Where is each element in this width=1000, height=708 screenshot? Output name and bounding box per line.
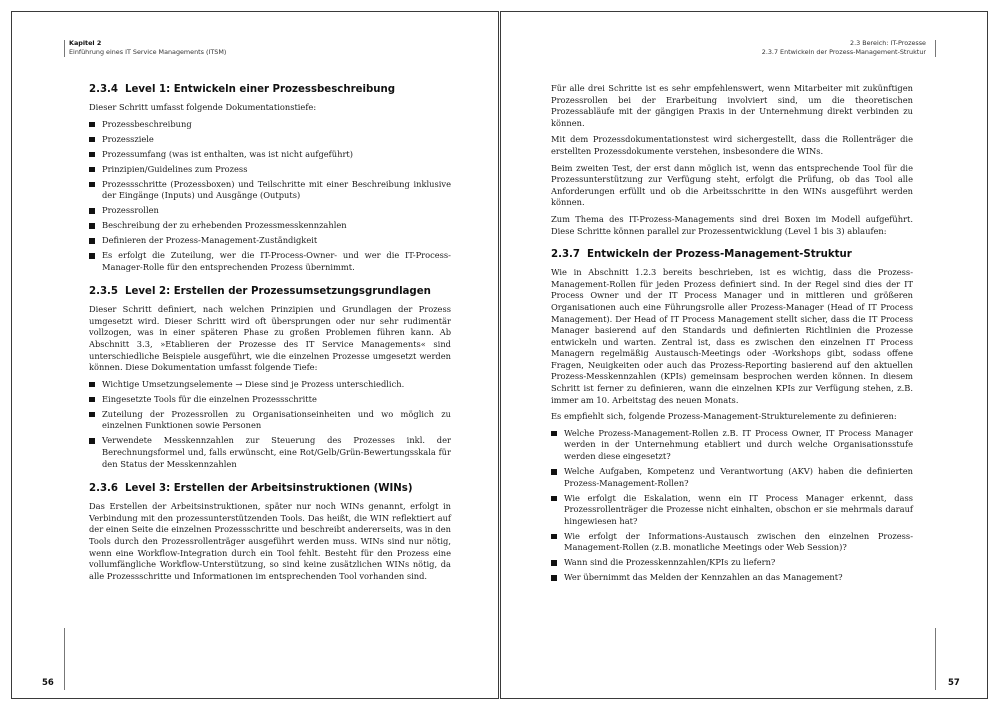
chapter-subtitle: Einführung eines IT Service Managements (ITSM) <box>69 47 227 56</box>
chapter-label: Kapitel 2 <box>69 39 102 47</box>
paragraph: Dieser Schritt definiert, nach welchen Prinzipien und Grundlagen der Prozess umgesetzt wird. Dieser Schritt wird oft übersprungen oder nur sehr rudimentär vollzogen, was in einer späteren Phase zu großen Problemen führen kann. Ab Abschnitt 3.3, »Etablieren der Prozesse des IT Service Managements« sind unterschiedliche Beispiele ausgeführt, wie die einzelnen Prozesse umgesetzt werden können. Diese Dokumentation umfasst folgende Tiefe: <box>89 304 451 373</box>
list-item: Zuteilung der Prozessrollen zu Organisationseinheiten und wo möglich zu einzelnen Funktionen sowie Personen <box>89 409 451 432</box>
paragraph: Für alle drei Schritte ist es sehr empfehlenswert, wenn Mitarbeiter mit zukünftigen Prozessrollen bei der Erarbeitung involviert sind, um die theoretischen Prozessabläufe mit der gängigen Praxis in der Unternehmung direkt verbinden zu können. <box>551 83 913 128</box>
paragraph: Wie in Abschnitt 1.2.3 bereits beschrieben, ist es wichtig, dass die Prozess-Management-Rollen für jeden Prozess definiert sind. In der Regel sind dies der IT Process Owner und der IT Process Manager und in mittleren und größeren Organisationen auch eine Führungsrolle aller Prozess-Manager (Head of IT Process Management). Der Head of IT Process Management stellt sicher, dass die IT Process Manager basierend auf den Standards und definierten Richtlinien die Prozesse entwickeln und warten. Zentral ist, dass es zwischen den einzelnen IT Process Managern regelmäßig Austausch-Meetings oder -Workshops gibt, sodass offene Fragen, Neuigkeiten oder auch das Prozess-Reporting basierend auf den aktuellen Prozess-Messkennzahlen (KPIs) gemeinsam besprochen werden können. In diesem Schritt ist ferner zu definieren, wann die einzelnen KPIs zur Verfügung stehen, z.B. immer am 10. Arbeitstag des neuen Monats. <box>551 267 913 405</box>
running-header-left <box>69 39 226 56</box>
paragraph: Es empfiehlt sich, folgende Prozess-Management-Strukturelemente zu definieren: <box>551 411 897 422</box>
section-heading: 2.3.4 Level 1: Entwickeln einer Prozessbeschreibung <box>89 84 396 95</box>
running-header-right <box>762 39 926 56</box>
page-number: 56 <box>42 678 54 688</box>
list-item: Eingesetzte Tools für die einzelnen Prozessschritte <box>89 394 451 406</box>
paragraph: Beim zweiten Test, der erst dann möglich ist, wenn das entsprechende Tool für die Prozessunterstützung zur Verfügung steht, erfolgt die Prüfung, ob das Tool alle Anforderungen erfüllt und ob die Arbeitsschritte in den WINs ausgeführt werden können. <box>551 162 913 208</box>
paragraph: Zum Thema des IT-Prozess-Managements sind drei Boxen im Modell aufgeführt. Diese Schritte können parallel zur Prozessentwicklung (Level 1 bis 3) ablaufen: <box>551 213 913 236</box>
section-heading: 2.3.6 Level 3: Erstellen der Arbeitsinstruktionen (WINs) <box>89 483 413 495</box>
section-heading: 2.3.5 Level 2: Erstellen der Prozessumsetzungsgrundlagen <box>89 286 431 298</box>
right-text-column <box>551 83 913 590</box>
page-number: 57 <box>948 678 960 688</box>
bullet-list <box>89 379 451 470</box>
paragraph: Dieser Schritt umfasst folgende Dokumentationstiefe: <box>89 102 317 112</box>
left-text-column <box>89 83 451 587</box>
list-item: Verwendete Messkennzahlen zur Steuerung des Prozesses inkl. der Berechnungsformel und, falls erwünscht, eine Rot/Gelb/Grün-Bewertungsskala für den Status der Messkennzahlen <box>89 435 451 470</box>
margin-rule <box>64 628 65 690</box>
paragraph: Mit dem Prozessdokumentationstest wird sichergestellt, dass die Rollenträger die erstellten Prozessdokumente verstehen, insbesondere die WINs. <box>551 134 913 156</box>
list-item: Wichtige Umsetzungselemente → Diese sind je Prozess unterschiedlich. <box>89 379 451 391</box>
right-page <box>500 11 988 699</box>
list-item: Prinzipien/Guidelines zum Prozess <box>89 164 451 176</box>
list-item: Wie erfolgt die Eskalation, wenn ein IT Process Manager erkennt, dass Prozessrollenträger die Prozesse nicht einhalten, obschon er sie mehrmals darauf hingewiesen hat? <box>551 493 913 528</box>
bullet-list <box>551 428 913 584</box>
list-item: Prozessschritte (Prozessboxen) und Teilschritte mit einer Beschreibung inklusive der Eingänge (Inputs) und Ausgänge (Outputs) <box>89 179 451 202</box>
list-item: Wann sind die Prozesskennzahlen/KPIs zu liefern? <box>551 557 913 569</box>
list-item: Prozessbeschreibung <box>89 119 451 131</box>
list-item: Wie erfolgt der Informations-Austausch zwischen den einzelnen Prozess-Management-Rollen (z.B. monatliche Meetings oder Web Session)? <box>551 531 913 554</box>
header-section: 2.3 Bereich: IT-Prozesse <box>850 39 926 47</box>
list-item: Prozessumfang (was ist enthalten, was ist nicht aufgeführt) <box>89 149 451 161</box>
list-item: Wer übernimmt das Melden der Kennzahlen an das Management? <box>551 572 913 584</box>
header-subsection: 2.3.7 Entwickeln der Prozess-Management-Struktur <box>761 47 926 56</box>
list-item: Es erfolgt die Zuteilung, wer die IT-Process-Owner- und wer die IT-Process-Manager-Rolle für den entsprechenden Prozess übernimmt. <box>89 250 451 273</box>
list-item: Welche Prozess-Management-Rollen z.B. IT Process Owner, IT Process Manager werden in der Unternehmung etabliert und durch welche Organisationsstufe werden diese eingesetzt? <box>551 428 913 463</box>
margin-rule <box>935 40 936 57</box>
list-item: Beschreibung der zu erhebenden Prozessmesskennzahlen <box>89 220 451 232</box>
section-heading: 2.3.7 Entwickeln der Prozess-Management-Struktur <box>551 249 852 261</box>
list-item: Prozessrollen <box>89 205 451 217</box>
margin-rule <box>935 628 936 690</box>
bullet-list <box>89 119 451 274</box>
paragraph: Das Erstellen der Arbeitsinstruktionen, später nur noch WINs genannt, erfolgt in Verbindung mit den prozessunterstützenden Tools. Das heißt, die WIN reflektiert auf der einen Seite die einzelnen Prozessschritte und beschreibt andererseits, was in den Tools durch den Prozessrollenträger ausgeführt werden muss. WINs sind nur nötig, wenn eine Workflow-Integration durch ein Tool fehlt. Besteht für den Prozess eine vollumfängliche Workflow-Unterstützung, so sind keine zusätzlichen WINs nötig, da alle Prozessschritte und Informationen im entsprechenden Tool vorhanden sind. <box>89 501 451 581</box>
left-page <box>11 11 499 699</box>
list-item: Prozessziele <box>89 134 451 146</box>
list-item: Definieren der Prozess-Management-Zuständigkeit <box>89 235 451 247</box>
margin-rule <box>64 40 65 57</box>
list-item: Welche Aufgaben, Kompetenz und Verantwortung (AKV) haben die definierten Prozess-Management-Rollen? <box>551 466 913 489</box>
